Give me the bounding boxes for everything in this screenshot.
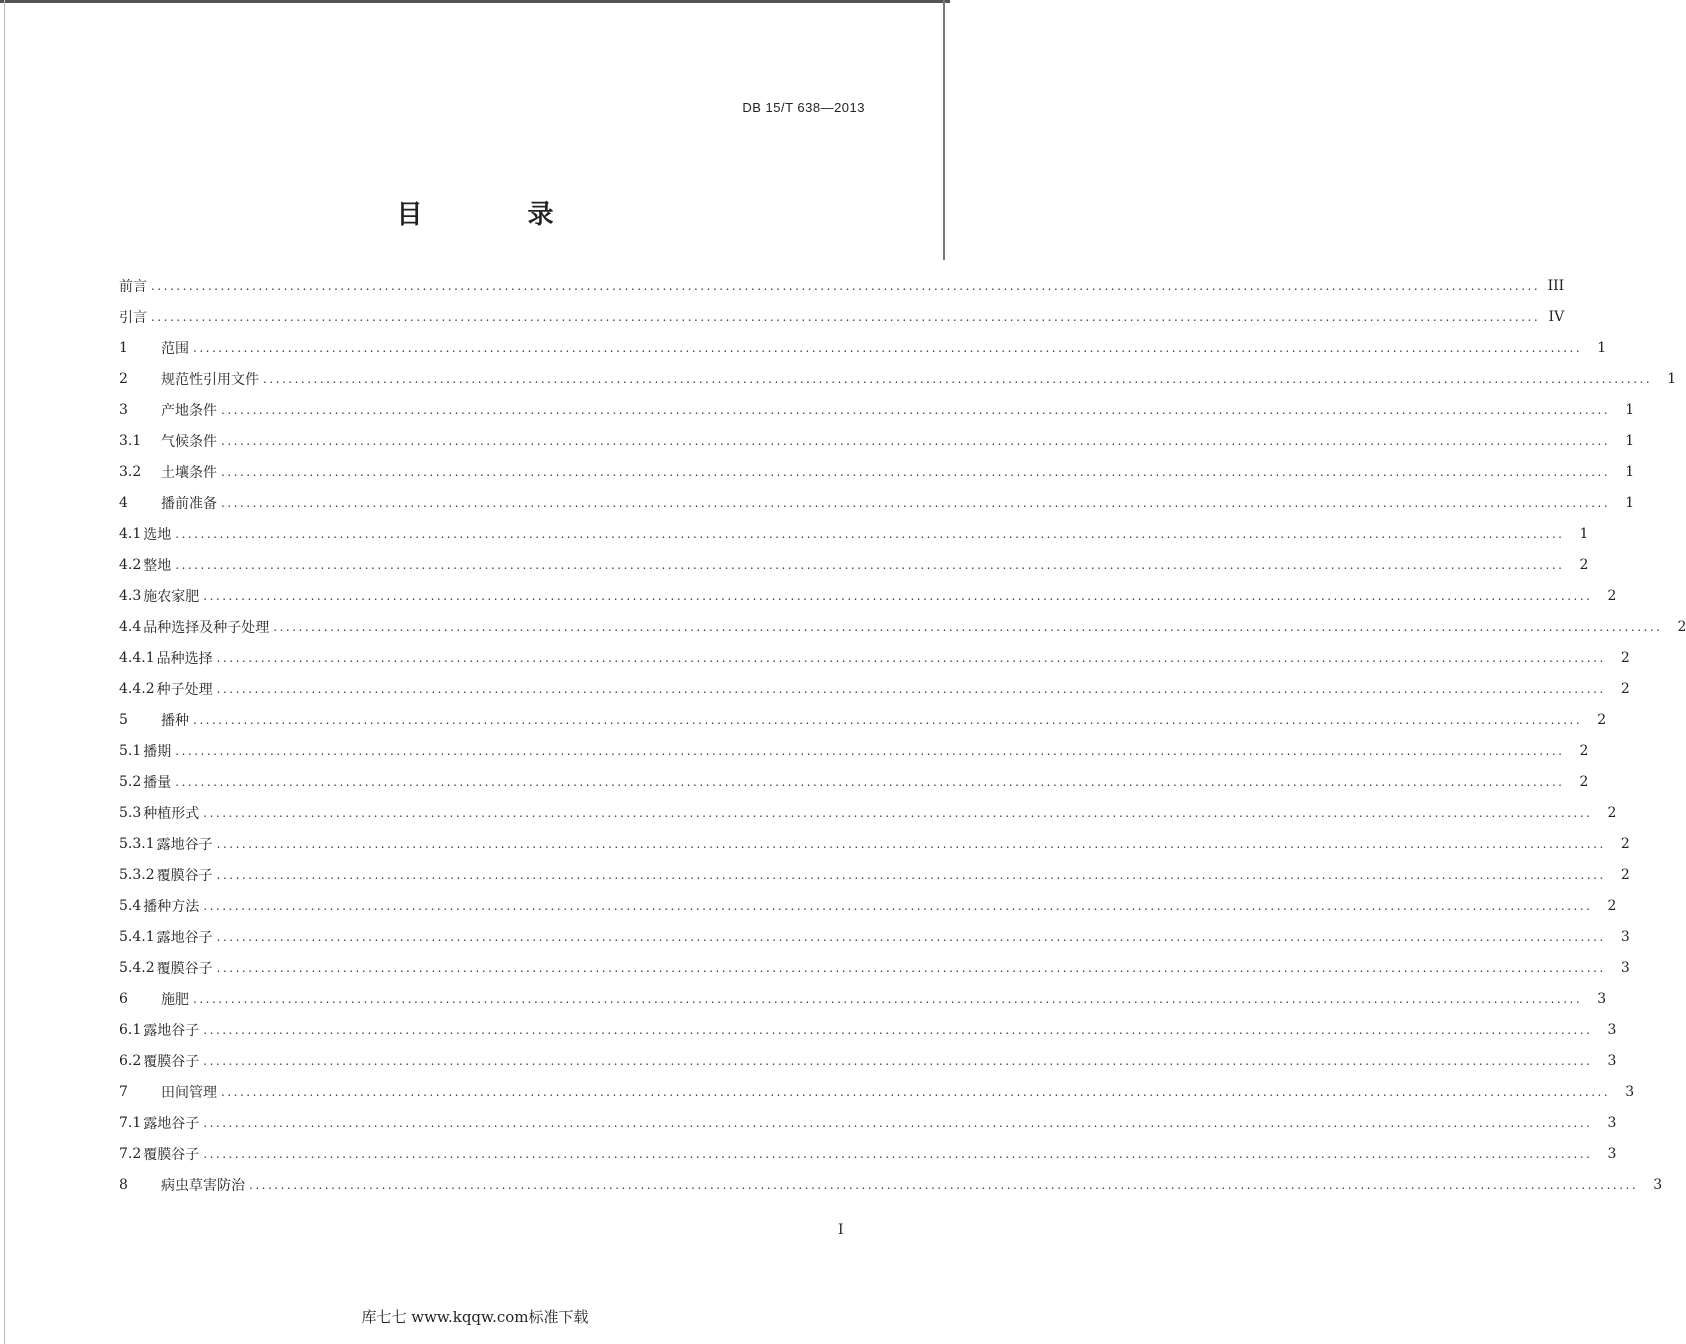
toc-leader-dots: ............................................................................................................................................................................................................................ xyxy=(249,1177,1639,1192)
toc-row[interactable] xyxy=(119,301,1565,332)
page-title: 目 录 xyxy=(396,200,602,230)
toc-page-number: 2 xyxy=(1620,835,1630,852)
toc-leader-dots: ............................................................................................................................................................................................................................ xyxy=(221,495,1611,510)
toc-number: 4 xyxy=(119,494,128,511)
toc-number: 4.3 xyxy=(119,587,142,604)
toc-row[interactable] xyxy=(119,704,1607,735)
toc-number: 5 xyxy=(119,711,128,728)
toc-number: 2 xyxy=(119,370,128,387)
toc-leader-dots: ............................................................................................................................................................................................................................ xyxy=(175,743,1565,758)
toc-leader-dots: ............................................................................................................................................................................................................................ xyxy=(203,1053,1593,1068)
toc-page-number: 2 xyxy=(1579,742,1589,759)
toc-label: 施农家肥 xyxy=(143,588,200,605)
toc-leader-dots: ............................................................................................................................................................................................................................ xyxy=(203,588,1593,603)
toc-number: 4.4.2 xyxy=(119,680,155,697)
toc-row[interactable] xyxy=(119,859,1630,890)
toc-leader-dots: ............................................................................................................................................................................................................................ xyxy=(175,557,1565,572)
toc-label: 产地条件 xyxy=(161,402,217,419)
toc-leader-dots: ............................................................................................................................................................................................................................ xyxy=(203,1022,1593,1037)
toc-label: 土壤条件 xyxy=(161,464,217,481)
toc-number: 1 xyxy=(119,339,128,356)
toc-leader-dots: ............................................................................................................................................................................................................................ xyxy=(216,681,1606,696)
toc-page-number: 3 xyxy=(1607,1021,1617,1038)
toc-row[interactable] xyxy=(119,797,1617,828)
toc-row[interactable] xyxy=(119,1076,1635,1107)
toc-page-number: 3 xyxy=(1607,1114,1617,1131)
toc-label: 规范性引用文件 xyxy=(161,371,259,388)
toc-leader-dots: ............................................................................................................................................................................................................................ xyxy=(216,960,1606,975)
toc-row[interactable] xyxy=(119,642,1630,673)
toc-number: 3.1 xyxy=(119,432,142,449)
toc-number: 5.3.1 xyxy=(119,835,155,852)
toc-label: 露地谷子 xyxy=(143,1022,200,1039)
toc-number: 6.1 xyxy=(119,1021,142,1038)
toc-label: 种植形式 xyxy=(143,805,200,822)
toc-number: 6.2 xyxy=(119,1052,142,1069)
toc-leader-dots: ............................................................................................................................................................................................................................ xyxy=(203,898,1593,913)
toc-label: 播前准备 xyxy=(161,495,217,512)
toc-number: 8 xyxy=(119,1176,128,1193)
toc-leader-dots: ............................................................................................................................................................................................................................ xyxy=(193,340,1583,355)
toc-label: 播期 xyxy=(143,743,172,760)
toc-label: 播量 xyxy=(143,774,172,791)
toc-page-number: 3 xyxy=(1625,1083,1635,1100)
toc-row[interactable] xyxy=(119,1045,1617,1076)
toc-label: 品种选择及种子处理 xyxy=(143,619,270,636)
toc-row[interactable] xyxy=(119,1169,1663,1200)
toc-number: 4.2 xyxy=(119,556,142,573)
toc-row[interactable] xyxy=(119,766,1589,797)
toc-leader-dots: ............................................................................................................................................................................................................................ xyxy=(175,774,1565,789)
toc-number: 5.2 xyxy=(119,773,142,790)
toc-number: 5.4.2 xyxy=(119,959,155,976)
toc-page-number: 2 xyxy=(1607,897,1617,914)
toc-row[interactable] xyxy=(119,611,1686,642)
toc-label: 田间管理 xyxy=(161,1084,217,1101)
toc-label: 品种选择 xyxy=(156,650,213,667)
toc-row[interactable] xyxy=(119,735,1589,766)
toc-leader-dots: ............................................................................................................................................................................................................................ xyxy=(216,929,1606,944)
toc-page-number: 1 xyxy=(1579,525,1589,542)
toc-leader-dots: ............................................................................................................................................................................................................................ xyxy=(221,433,1611,448)
document-code: DB 15/T 638—2013 xyxy=(742,100,865,115)
toc-page-number: 2 xyxy=(1607,804,1617,821)
toc-leader-dots: ............................................................................................................................................................................................................................ xyxy=(151,278,1541,293)
toc-label: 气候条件 xyxy=(161,433,217,450)
toc-leader-dots: ............................................................................................................................................................................................................................ xyxy=(221,464,1611,479)
toc-number: 5.1 xyxy=(119,742,142,759)
toc-page-number: 3 xyxy=(1597,990,1607,1007)
toc-number: 7.2 xyxy=(119,1145,142,1162)
scan-edge-top xyxy=(0,0,950,3)
toc-leader-dots: ............................................................................................................................................................................................................................ xyxy=(151,309,1541,324)
toc-label: 范围 xyxy=(161,340,189,357)
toc-leader-dots: ............................................................................................................................................................................................................................ xyxy=(263,371,1653,386)
toc-row[interactable] xyxy=(119,1014,1617,1045)
toc-label: 播种方法 xyxy=(143,898,200,915)
toc-number: 3.2 xyxy=(119,463,142,480)
toc-label: 覆膜谷子 xyxy=(156,960,213,977)
toc-page-number: 3 xyxy=(1653,1176,1663,1193)
toc-row[interactable] xyxy=(119,363,1677,394)
toc-leader-dots: ............................................................................................................................................................................................................................ xyxy=(203,805,1593,820)
toc-number: 5.4.1 xyxy=(119,928,155,945)
toc-page-number: 3 xyxy=(1620,928,1630,945)
toc-number: 3 xyxy=(119,401,128,418)
toc-page-number: 2 xyxy=(1579,773,1589,790)
toc-row[interactable] xyxy=(119,549,1589,580)
toc-leader-dots: ............................................................................................................................................................................................................................ xyxy=(221,1084,1611,1099)
toc-page-number: III xyxy=(1547,277,1565,294)
toc-page-number: 3 xyxy=(1607,1145,1617,1162)
toc-label: 播种 xyxy=(161,712,189,729)
toc-page-number: 2 xyxy=(1597,711,1607,728)
toc-leader-dots: ............................................................................................................................................................................................................................ xyxy=(273,619,1663,634)
toc-page-number: 2 xyxy=(1579,556,1589,573)
toc-leader-dots: ............................................................................................................................................................................................................................ xyxy=(193,991,1583,1006)
toc-leader-dots: ............................................................................................................................................................................................................................ xyxy=(221,402,1611,417)
toc-leader-dots: ............................................................................................................................................................................................................................ xyxy=(216,836,1606,851)
toc-row[interactable] xyxy=(119,983,1607,1014)
toc-page-number: 2 xyxy=(1607,587,1617,604)
toc-number: 4.4.1 xyxy=(119,649,155,666)
toc-row[interactable] xyxy=(119,1138,1617,1169)
toc-number: 4.1 xyxy=(119,525,142,542)
toc-row[interactable] xyxy=(119,425,1635,456)
toc-page-number: 3 xyxy=(1620,959,1630,976)
toc-leader-dots: ............................................................................................................................................................................................................................ xyxy=(175,526,1565,541)
toc-label: 覆膜谷子 xyxy=(143,1146,200,1163)
toc-page-number: 1 xyxy=(1625,463,1635,480)
toc-page-number: 3 xyxy=(1607,1052,1617,1069)
page-number: I xyxy=(838,1222,844,1238)
toc-row[interactable] xyxy=(119,270,1565,301)
toc-label: 整地 xyxy=(143,557,172,574)
toc-label: 引言 xyxy=(119,309,147,326)
toc-page-number: IV xyxy=(1548,308,1565,325)
toc-page-number: 1 xyxy=(1597,339,1607,356)
toc-number: 6 xyxy=(119,990,128,1007)
toc-label: 选地 xyxy=(143,526,172,543)
toc-page-number: 2 xyxy=(1620,866,1630,883)
toc-page-number: 1 xyxy=(1625,494,1635,511)
toc-number: 5.3.2 xyxy=(119,866,155,883)
toc-row[interactable] xyxy=(119,394,1635,425)
toc-page-number: 2 xyxy=(1620,649,1630,666)
toc-row[interactable] xyxy=(119,828,1630,859)
toc-number: 5.4 xyxy=(119,897,142,914)
toc-label: 覆膜谷子 xyxy=(143,1053,200,1070)
toc-page-number: 1 xyxy=(1625,401,1635,418)
toc-row[interactable] xyxy=(119,456,1635,487)
toc-row[interactable] xyxy=(119,673,1630,704)
toc-page-number: 2 xyxy=(1677,618,1686,635)
toc-leader-dots: ............................................................................................................................................................................................................................ xyxy=(203,1115,1593,1130)
toc-label: 露地谷子 xyxy=(143,1115,200,1132)
toc-label: 前言 xyxy=(119,278,147,295)
toc-number: 7.1 xyxy=(119,1114,142,1131)
toc-row[interactable] xyxy=(119,1107,1617,1138)
toc-page-number: 2 xyxy=(1620,680,1630,697)
toc-row[interactable] xyxy=(119,487,1635,518)
toc-label: 病虫草害防治 xyxy=(161,1177,245,1194)
toc-leader-dots: ............................................................................................................................................................................................................................ xyxy=(216,650,1606,665)
toc-leader-dots: ............................................................................................................................................................................................................................ xyxy=(193,712,1583,727)
toc-number: 4.4 xyxy=(119,618,142,635)
toc-row[interactable] xyxy=(119,580,1617,611)
toc-leader-dots: ............................................................................................................................................................................................................................ xyxy=(203,1146,1593,1161)
toc-row[interactable] xyxy=(119,518,1589,549)
toc-row[interactable] xyxy=(119,952,1630,983)
toc-leader-dots: ............................................................................................................................................................................................................................ xyxy=(216,867,1606,882)
toc-row[interactable] xyxy=(119,890,1617,921)
toc-number: 7 xyxy=(119,1083,128,1100)
toc-number: 5.3 xyxy=(119,804,142,821)
footer-watermark: 库七七 www.kqqw.com标准下载 xyxy=(361,1308,589,1326)
toc-row[interactable] xyxy=(119,921,1630,952)
toc-row[interactable] xyxy=(119,332,1607,363)
toc-page-number: 1 xyxy=(1667,370,1677,387)
toc-label: 施肥 xyxy=(161,991,189,1008)
toc-label: 种子处理 xyxy=(156,681,213,698)
toc-label: 露地谷子 xyxy=(156,929,213,946)
toc-page-number: 1 xyxy=(1625,432,1635,449)
toc-label: 覆膜谷子 xyxy=(156,867,213,884)
toc-label: 露地谷子 xyxy=(156,836,213,853)
